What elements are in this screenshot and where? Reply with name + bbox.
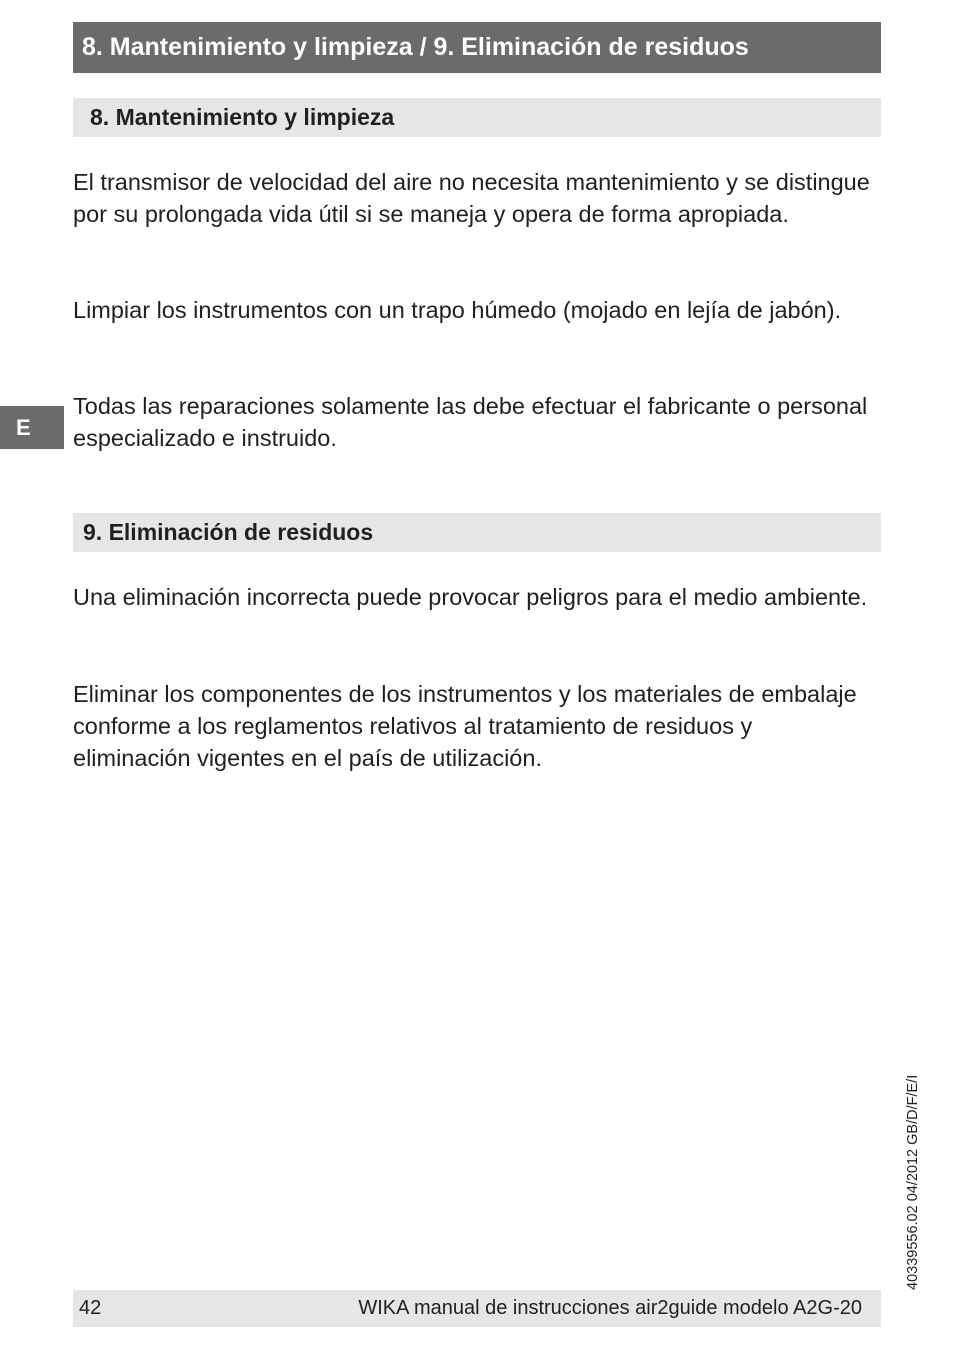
- section-heading-disposal-text: 9. Eliminación de residuos: [83, 519, 374, 545]
- paragraph-disposal-1: Una eliminación incorrecta puede provocar peligros para el medio ambiente.: [73, 584, 868, 610]
- language-tab-label: E: [16, 415, 31, 440]
- page-footer: [73, 1290, 881, 1327]
- page-title-bar: [73, 22, 881, 73]
- paragraph-maintenance-2: Limpiar los instrumentos con un trapo húmedo (mojado en lejía de jabón).: [73, 297, 842, 323]
- page-title: 8. Mantenimiento y limpieza / 9. Eliminación de residuos: [82, 33, 749, 61]
- paragraph-maintenance-3: Todas las reparaciones solamente las debe efectuar el fabricante o personal especializado e instruido.: [73, 393, 868, 451]
- section-heading-maintenance-text: 8. Mantenimiento y limpieza: [90, 104, 395, 130]
- section-heading-maintenance: [73, 98, 881, 137]
- page-number: 42: [79, 1297, 102, 1319]
- footer-title: WIKA manual de instrucciones air2guide modelo A2G-20: [358, 1297, 862, 1319]
- language-tab: [0, 406, 64, 449]
- section-heading-disposal: [73, 513, 881, 552]
- paragraph-disposal-2: Eliminar los componentes de los instrumentos y los materiales de embalaje conforme a los reglamentos relativos al tratamiento de residuos y eliminación vigentes en el país de utilización.: [73, 681, 857, 771]
- paragraph-maintenance-1: El transmisor de velocidad del aire no necesita mantenimiento y se distingue por su prolongada vida útil si se maneja y opera de forma apropiada.: [73, 169, 870, 227]
- document-code: 40339556.02 04/2012 GB/D/F/E/I: [905, 1074, 921, 1290]
